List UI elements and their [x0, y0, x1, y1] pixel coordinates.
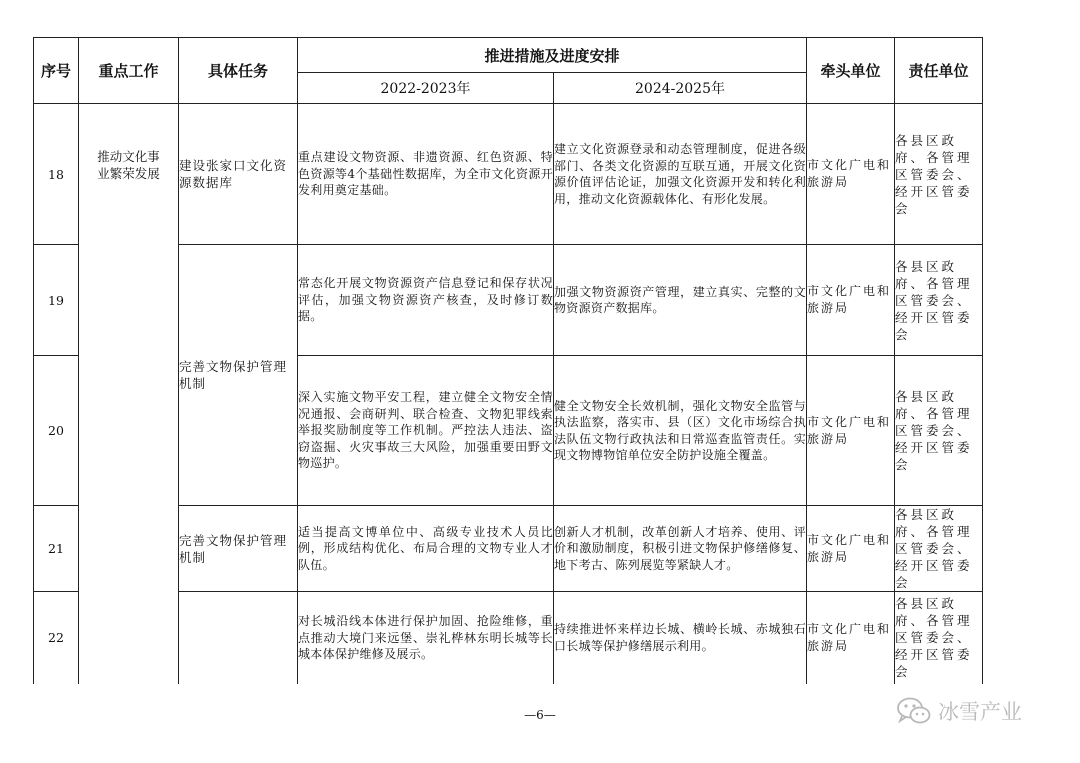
- row-plan-2022-2023: 重点建设文物资源、非遗资源、红色资源、特色资源等4个基础性数据库，为全市文化资源开发利用奠定基础。: [298, 104, 554, 245]
- row-no: 21: [34, 506, 79, 592]
- header-period-2024-2025: 2024-2025年: [554, 73, 807, 104]
- row-no: 18: [34, 104, 79, 245]
- header-work: 重点工作: [79, 38, 179, 104]
- row-plan-2024-2025: 持续推进怀来样边长城、横岭长城、赤城独石口长城等保护修缮展示利用。: [554, 592, 807, 684]
- header-task: 具体任务: [179, 38, 298, 104]
- watermark: [896, 696, 1022, 726]
- header-no: 序号: [34, 38, 79, 104]
- row-resp-unit: 各县区政府、各管理区管委会、经开区管委会: [895, 356, 983, 506]
- row-plan-2024-2025: 健全文物安全长效机制，强化文物安全监管与执法监察，落实市、县（区）文化市场综合执法队伍文物行政执法和日常巡查监管责任。实现文物博物馆单位安全防护设施全覆盖。: [554, 356, 807, 506]
- row-lead-unit: 市文化广电和旅游局: [807, 506, 895, 592]
- watermark-text: 冰雪产业: [938, 700, 1022, 724]
- header-period-2022-2023: 2022-2023年: [298, 73, 554, 104]
- row-plan-2022-2023: 对长城沿线本体进行保护加固、抢险维修，重点推动大境门来远堡、崇礼桦林东明长城等长城本体保护维修及展示。: [298, 592, 554, 684]
- row-plan-2024-2025: 加强文物资源资产管理，建立真实、完整的文物资源资产数据库。: [554, 245, 807, 356]
- work-label: 推动文化事业繁荣发展: [97, 149, 160, 181]
- row-task: [179, 592, 298, 684]
- row-lead-unit: 市文化广电和旅游局: [807, 245, 895, 356]
- row-work: [79, 104, 179, 684]
- row-plan-2022-2023: 深入实施文物平安工程，建立健全文物安全情况通报、会商研判、联合检查、文物犯罪线索举报奖励制度等工作机制。严控法人违法、盗窃盗掘、火灾事故三大风险，加强重要田野文物巡护。: [298, 356, 554, 506]
- row-task: 完善文物保护管理机制: [179, 245, 298, 506]
- row-no: 19: [34, 245, 79, 356]
- row-resp-unit: 各县区政府、各管理区管委会、经开区管委会: [895, 506, 983, 592]
- plan-table: [33, 37, 983, 684]
- row-no: 20: [34, 356, 79, 506]
- row-resp-unit: 各县区政府、各管理区管委会、经开区管委会: [895, 245, 983, 356]
- row-no: 22: [34, 592, 79, 684]
- row-lead-unit: 市文化广电和旅游局: [807, 592, 895, 684]
- header-resp: 责任单位: [895, 38, 983, 104]
- row-lead-unit: 市文化广电和旅游局: [807, 104, 895, 245]
- header-measures: 推进措施及进度安排: [298, 38, 807, 73]
- row-task: 建设张家口文化资源数据库: [179, 104, 298, 245]
- row-plan-2022-2023: 适当提高文博单位中、高级专业技术人员比例，形成结构优化、布局合理的文物专业人才队伍。: [298, 506, 554, 592]
- row-resp-unit: 各县区政府、各管理区管委会、经开区管委会: [895, 104, 983, 245]
- table-row: [34, 104, 983, 245]
- row-resp-unit: 各县区政府、各管理区管委会、经开区管委会: [895, 592, 983, 684]
- page-number: —6—: [524, 708, 556, 722]
- wechat-icon: [896, 696, 932, 726]
- row-task: 完善文物保护管理机制: [179, 506, 298, 592]
- row-plan-2024-2025: 创新人才机制，改革创新人才培养、使用、评价和激励制度，积极引进文物保护修缮修复、地下考古、陈列展览等紧缺人才。: [554, 506, 807, 592]
- row-plan-2022-2023: 常态化开展文物资源资产信息登记和保存状况评估，加强文物资源资产核查，及时修订数据。: [298, 245, 554, 356]
- header-lead: 牵头单位: [807, 38, 895, 104]
- row-lead-unit: 市文化广电和旅游局: [807, 356, 895, 506]
- row-plan-2024-2025: 建立文化资源登录和动态管理制度，促进各级部门、各类文化资源的互联互通，开展文化资源价值评估论证，加强文化资源开发和转化利用，推动文化资源载体化、有形化发展。: [554, 104, 807, 245]
